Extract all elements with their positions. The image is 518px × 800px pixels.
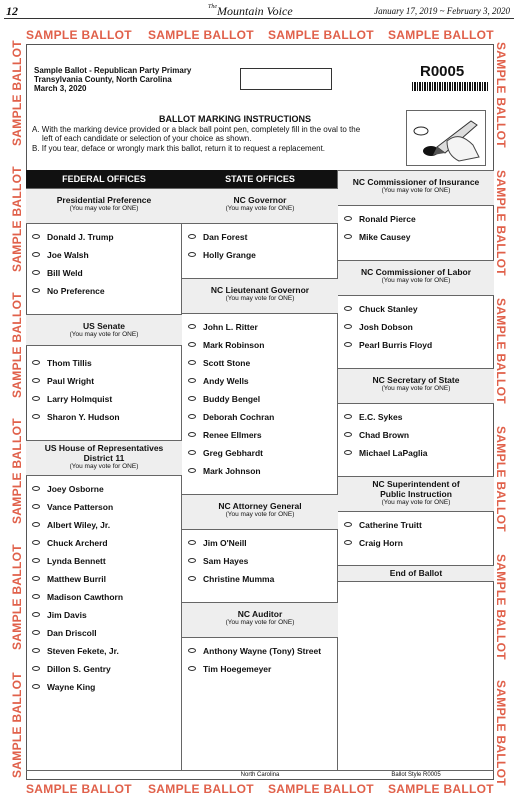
candidate-row[interactable] [188, 430, 262, 440]
candidate-row[interactable] [32, 556, 106, 566]
race-header-nc-secretary-of-state [338, 368, 494, 404]
watermark-right-6: SAMPLE BALLOT [494, 680, 508, 786]
candidate-row[interactable] [188, 394, 260, 404]
watermark-right-2: SAMPLE BALLOT [494, 170, 508, 276]
candidate-name: Anthony Wayne (Tony) Street [203, 646, 322, 656]
ballot-code: R0005 [420, 63, 465, 80]
end-of-ballot-label: End of Ballot [389, 568, 443, 578]
candidate-name: Buddy Bengel [203, 394, 261, 404]
race-header-nc-auditor [182, 602, 338, 638]
candidate-name: Chad Brown [359, 430, 410, 440]
candidate-row[interactable] [188, 340, 264, 350]
instruction-b: B. If you tear, deface or wrongly mark this ballot, return it to request a replacement. [32, 144, 326, 153]
watermark-left-4: SAMPLE BALLOT [10, 418, 24, 524]
candidate-row[interactable] [344, 322, 413, 332]
candidate-row[interactable] [32, 682, 95, 692]
race-vote-instruction: (You may vote for ONE) [225, 619, 295, 626]
candidate-row[interactable] [344, 520, 422, 530]
vote-oval-icon[interactable] [344, 414, 352, 419]
race-header-nc-attorney-general [182, 494, 338, 530]
candidate-row[interactable] [188, 664, 271, 674]
ballot-id-line-2: Transylvania County, North Carolina [34, 75, 172, 84]
candidate-row[interactable] [188, 574, 274, 584]
vote-oval-icon[interactable] [344, 540, 352, 545]
watermark-left-5: SAMPLE BALLOT [10, 544, 24, 650]
vote-oval-icon[interactable] [32, 396, 40, 401]
race-title: NC Secretary of State [372, 375, 460, 385]
instructions-title: BALLOT MARKING INSTRUCTIONS [159, 114, 311, 124]
watermark-right-5: SAMPLE BALLOT [494, 554, 508, 660]
candidate-row[interactable] [188, 358, 250, 368]
candidate-name: Chuck Stanley [359, 304, 418, 314]
instruction-a-line-1: A. With the marking device provided or a black ball point pen, completely fill in the oval to the [32, 125, 361, 134]
candidate-row[interactable] [32, 268, 83, 278]
watermark-right-4: SAMPLE BALLOT [494, 426, 508, 532]
candidate-name: Holly Grange [203, 250, 256, 260]
candidate-row[interactable] [32, 574, 106, 584]
candidate-row[interactable] [188, 376, 249, 386]
vote-oval-icon[interactable] [188, 432, 196, 437]
candidate-name: Mark Johnson [203, 466, 261, 476]
race-title: Presidential Preference [56, 195, 152, 205]
watermark-bottom-1: SAMPLE BALLOT [26, 782, 132, 796]
header-rule [4, 18, 514, 19]
candidate-row[interactable] [32, 376, 94, 386]
vote-oval-icon[interactable] [188, 324, 196, 329]
race-vote-instruction: (You may vote for ONE) [381, 187, 451, 194]
candidate-row[interactable] [188, 466, 261, 476]
candidate-name: Thom Tillis [47, 358, 92, 368]
race-title: US Senate [82, 321, 126, 331]
vote-oval-icon[interactable] [344, 432, 352, 437]
watermark-left-6: SAMPLE BALLOT [10, 672, 24, 778]
vote-oval-icon[interactable] [188, 450, 196, 455]
vote-oval-icon[interactable] [32, 270, 40, 275]
candidate-name: Michael LaPaglia [359, 448, 428, 458]
candidate-row[interactable] [32, 664, 111, 674]
candidate-row[interactable] [344, 340, 432, 350]
candidate-name: Chuck Archerd [47, 538, 108, 548]
candidate-row[interactable] [32, 250, 89, 260]
candidate-row[interactable] [344, 412, 402, 422]
candidate-name: Steven Fekete, Jr. [47, 646, 119, 656]
code-box [240, 68, 332, 90]
candidate-name: Dillon S. Gentry [47, 664, 111, 674]
candidate-name: Deborah Cochran [203, 412, 275, 422]
watermark-bottom-2: SAMPLE BALLOT [148, 782, 254, 796]
race-title: US House of Representatives [44, 443, 164, 453]
vote-oval-icon[interactable] [188, 576, 196, 581]
race-header-nc-commissioner-of-insurance [338, 170, 494, 206]
candidate-row[interactable] [188, 448, 263, 458]
candidate-name: Christine Mumma [203, 574, 275, 584]
candidate-name: Mike Causey [359, 232, 411, 242]
race-title: NC Auditor [237, 609, 283, 619]
candidate-row[interactable] [32, 232, 114, 242]
candidate-row[interactable] [344, 430, 409, 440]
watermark-bottom-3: SAMPLE BALLOT [268, 782, 374, 796]
candidate-name: Dan Forest [203, 232, 248, 242]
candidate-name: Scott Stone [203, 358, 251, 368]
watermark-top-1: SAMPLE BALLOT [26, 28, 132, 42]
candidate-name: Jim Davis [47, 610, 87, 620]
state-offices-header: STATE OFFICES [182, 170, 338, 188]
candidate-name: Joe Walsh [47, 250, 89, 260]
candidate-row[interactable] [32, 394, 112, 404]
vote-oval-icon[interactable] [188, 468, 196, 473]
vote-oval-icon[interactable] [32, 684, 40, 689]
candidate-name: Tim Hoegemeyer [203, 664, 272, 674]
footer-ballot-style: Ballot Style R0005 [391, 772, 441, 778]
watermark-right-3: SAMPLE BALLOT [494, 298, 508, 404]
candidate-name: Pearl Burris Floyd [359, 340, 433, 350]
publication-name: Mountain Voice [217, 4, 293, 18]
race-header-nc-commissioner-of-labor [338, 260, 494, 296]
footer-state: North Carolina [240, 772, 280, 778]
vote-oval-icon[interactable] [344, 216, 352, 221]
candidate-row[interactable] [32, 610, 87, 620]
candidate-row[interactable] [32, 286, 105, 296]
vote-oval-icon[interactable] [32, 648, 40, 653]
race-title: NC Lieutenant Governor [210, 285, 310, 295]
vote-oval-icon[interactable] [32, 612, 40, 617]
vote-oval-icon[interactable] [32, 504, 40, 509]
race-header-nc-governor [182, 188, 338, 224]
candidate-row[interactable] [188, 556, 248, 566]
race-vote-instruction: (You may vote for ONE) [225, 295, 295, 302]
vote-oval-icon[interactable] [32, 594, 40, 599]
candidate-name: Joey Osborne [47, 484, 104, 494]
watermark-left-3: SAMPLE BALLOT [10, 292, 24, 398]
race-header-us-senate [26, 314, 182, 346]
candidate-row[interactable] [188, 322, 258, 332]
vote-oval-icon[interactable] [32, 486, 40, 491]
candidate-row[interactable] [188, 412, 274, 422]
candidate-row[interactable] [344, 448, 428, 458]
candidate-row[interactable] [32, 484, 104, 494]
candidate-name: Josh Dobson [359, 322, 413, 332]
candidate-name: Albert Wiley, Jr. [47, 520, 111, 530]
vote-oval-icon[interactable] [32, 666, 40, 671]
candidate-name: Lynda Bennett [47, 556, 106, 566]
watermark-bottom-4: SAMPLE BALLOT [388, 782, 494, 796]
candidate-row[interactable] [188, 538, 247, 548]
watermark-top-3: SAMPLE BALLOT [268, 28, 374, 42]
candidate-name: Donald J. Trump [47, 232, 114, 242]
vote-oval-icon[interactable] [188, 360, 196, 365]
race-vote-instruction: (You may vote for ONE) [225, 205, 295, 212]
ballot-id-line-3: March 3, 2020 [34, 84, 87, 93]
federal-offices-header: FEDERAL OFFICES [26, 170, 182, 188]
race-vote-instruction: (You may vote for ONE) [381, 385, 451, 392]
candidate-row[interactable] [32, 646, 119, 656]
race-header-us-house-of-representatives [26, 440, 182, 476]
candidate-name: Mark Robinson [203, 340, 265, 350]
candidate-row[interactable] [188, 232, 247, 242]
race-vote-instruction: (You may vote for ONE) [381, 277, 451, 284]
candidate-name: E.C. Sykes [359, 412, 403, 422]
vote-oval-icon[interactable] [188, 648, 196, 653]
vote-oval-icon[interactable] [32, 540, 40, 545]
vote-oval-icon[interactable] [32, 378, 40, 383]
race-title: NC Commissioner of Insurance [352, 177, 480, 187]
race-vote-instruction: (You may vote for ONE) [69, 205, 139, 212]
race-vote-instruction: (You may vote for ONE) [225, 511, 295, 518]
ballot-id-line-1: Sample Ballot - Republican Party Primary [34, 66, 192, 75]
watermark-right-1: SAMPLE BALLOT [494, 42, 508, 148]
vote-oval-icon[interactable] [188, 666, 196, 671]
vote-oval-icon[interactable] [188, 414, 196, 419]
vote-oval-icon[interactable] [188, 378, 196, 383]
watermark-left-1: SAMPLE BALLOT [10, 40, 24, 146]
race-title: NC Commissioner of Labor [360, 267, 472, 277]
vote-oval-icon[interactable] [188, 234, 196, 239]
candidate-name: Wayne King [47, 682, 96, 692]
instruction-a-line-2: left of each candidate or selection of your choice as shown. [42, 134, 252, 143]
vote-oval-icon[interactable] [344, 234, 352, 239]
candidate-name: Matthew Burril [47, 574, 107, 584]
race-vote-instruction: (You may vote for ONE) [69, 463, 139, 470]
vote-oval-icon[interactable] [32, 360, 40, 365]
candidate-name: Catherine Truitt [359, 520, 422, 530]
column-divider-1 [181, 188, 182, 770]
page-number: 12 [6, 4, 18, 18]
vote-oval-icon[interactable] [32, 576, 40, 581]
candidate-row[interactable] [188, 250, 256, 260]
vote-oval-icon[interactable] [344, 450, 352, 455]
candidate-name: Bill Weld [47, 268, 83, 278]
footer-rule [26, 770, 494, 771]
candidate-row[interactable] [32, 502, 113, 512]
candidate-row[interactable] [344, 538, 403, 548]
candidate-row[interactable] [32, 358, 92, 368]
race-title: NC Superintendent of [372, 479, 460, 489]
candidate-name: Sharon Y. Hudson [47, 412, 120, 422]
race-title-line-2: District 11 [83, 453, 125, 463]
vote-oval-icon[interactable] [32, 234, 40, 239]
watermark-top-4: SAMPLE BALLOT [388, 28, 494, 42]
watermark-top-2: SAMPLE BALLOT [148, 28, 254, 42]
candidate-name: Renee Ellmers [203, 430, 262, 440]
candidate-row[interactable] [344, 304, 418, 314]
pen-marking-illustration [406, 110, 486, 166]
candidate-name: Larry Holmquist [47, 394, 113, 404]
candidate-name: Vance Patterson [47, 502, 114, 512]
candidate-name: Madison Cawthorn [47, 592, 124, 602]
candidate-name: Jim O'Neill [203, 538, 247, 548]
candidate-row[interactable] [32, 412, 120, 422]
end-of-ballot [338, 565, 494, 582]
vote-oval-icon[interactable] [344, 342, 352, 347]
race-title: NC Governor [233, 195, 287, 205]
issue-date: January 17, 2019 ~ February 3, 2020 [374, 6, 510, 16]
candidate-name: Ronald Pierce [359, 214, 416, 224]
candidate-row[interactable] [344, 214, 416, 224]
race-vote-instruction: (You may vote for ONE) [381, 499, 451, 506]
vote-oval-icon[interactable] [188, 396, 196, 401]
candidate-name: No Preference [47, 286, 105, 296]
candidate-name: John L. Ritter [203, 322, 258, 332]
race-title-line-2: Public Instruction [380, 489, 452, 499]
candidate-name: Andy Wells [203, 376, 249, 386]
race-header-nc-superintendent-of [338, 476, 494, 512]
candidate-name: Craig Horn [359, 538, 403, 548]
barcode [412, 82, 488, 91]
candidate-row[interactable] [188, 646, 321, 656]
candidate-name: Sam Hayes [203, 556, 249, 566]
candidate-row[interactable] [344, 232, 411, 242]
race-title: NC Attorney General [218, 501, 302, 511]
vote-oval-icon[interactable] [188, 540, 196, 545]
vote-oval-icon[interactable] [32, 630, 40, 635]
race-header-nc-lieutenant-governor [182, 278, 338, 314]
publication-title [208, 4, 293, 19]
vote-oval-icon[interactable] [32, 414, 40, 419]
vote-oval-icon[interactable] [344, 306, 352, 311]
race-vote-instruction: (You may vote for ONE) [69, 331, 139, 338]
candidate-row[interactable] [32, 628, 97, 638]
candidate-row[interactable] [32, 592, 123, 602]
candidate-name: Paul Wright [47, 376, 95, 386]
vote-oval-icon[interactable] [32, 288, 40, 293]
vote-oval-icon[interactable] [32, 522, 40, 527]
vote-oval-icon[interactable] [344, 522, 352, 527]
race-header-presidential-preference [26, 188, 182, 224]
candidate-name: Greg Gebhardt [203, 448, 263, 458]
publication-the: The [208, 4, 217, 10]
candidate-name: Dan Driscoll [47, 628, 97, 638]
candidate-row[interactable] [32, 538, 108, 548]
vote-oval-icon[interactable] [32, 558, 40, 563]
vote-oval-icon[interactable] [344, 324, 352, 329]
candidate-row[interactable] [32, 520, 110, 530]
vote-oval-icon[interactable] [188, 252, 196, 257]
vote-oval-icon[interactable] [32, 252, 40, 257]
vote-oval-icon[interactable] [188, 558, 196, 563]
watermark-left-2: SAMPLE BALLOT [10, 166, 24, 272]
vote-oval-icon[interactable] [188, 342, 196, 347]
